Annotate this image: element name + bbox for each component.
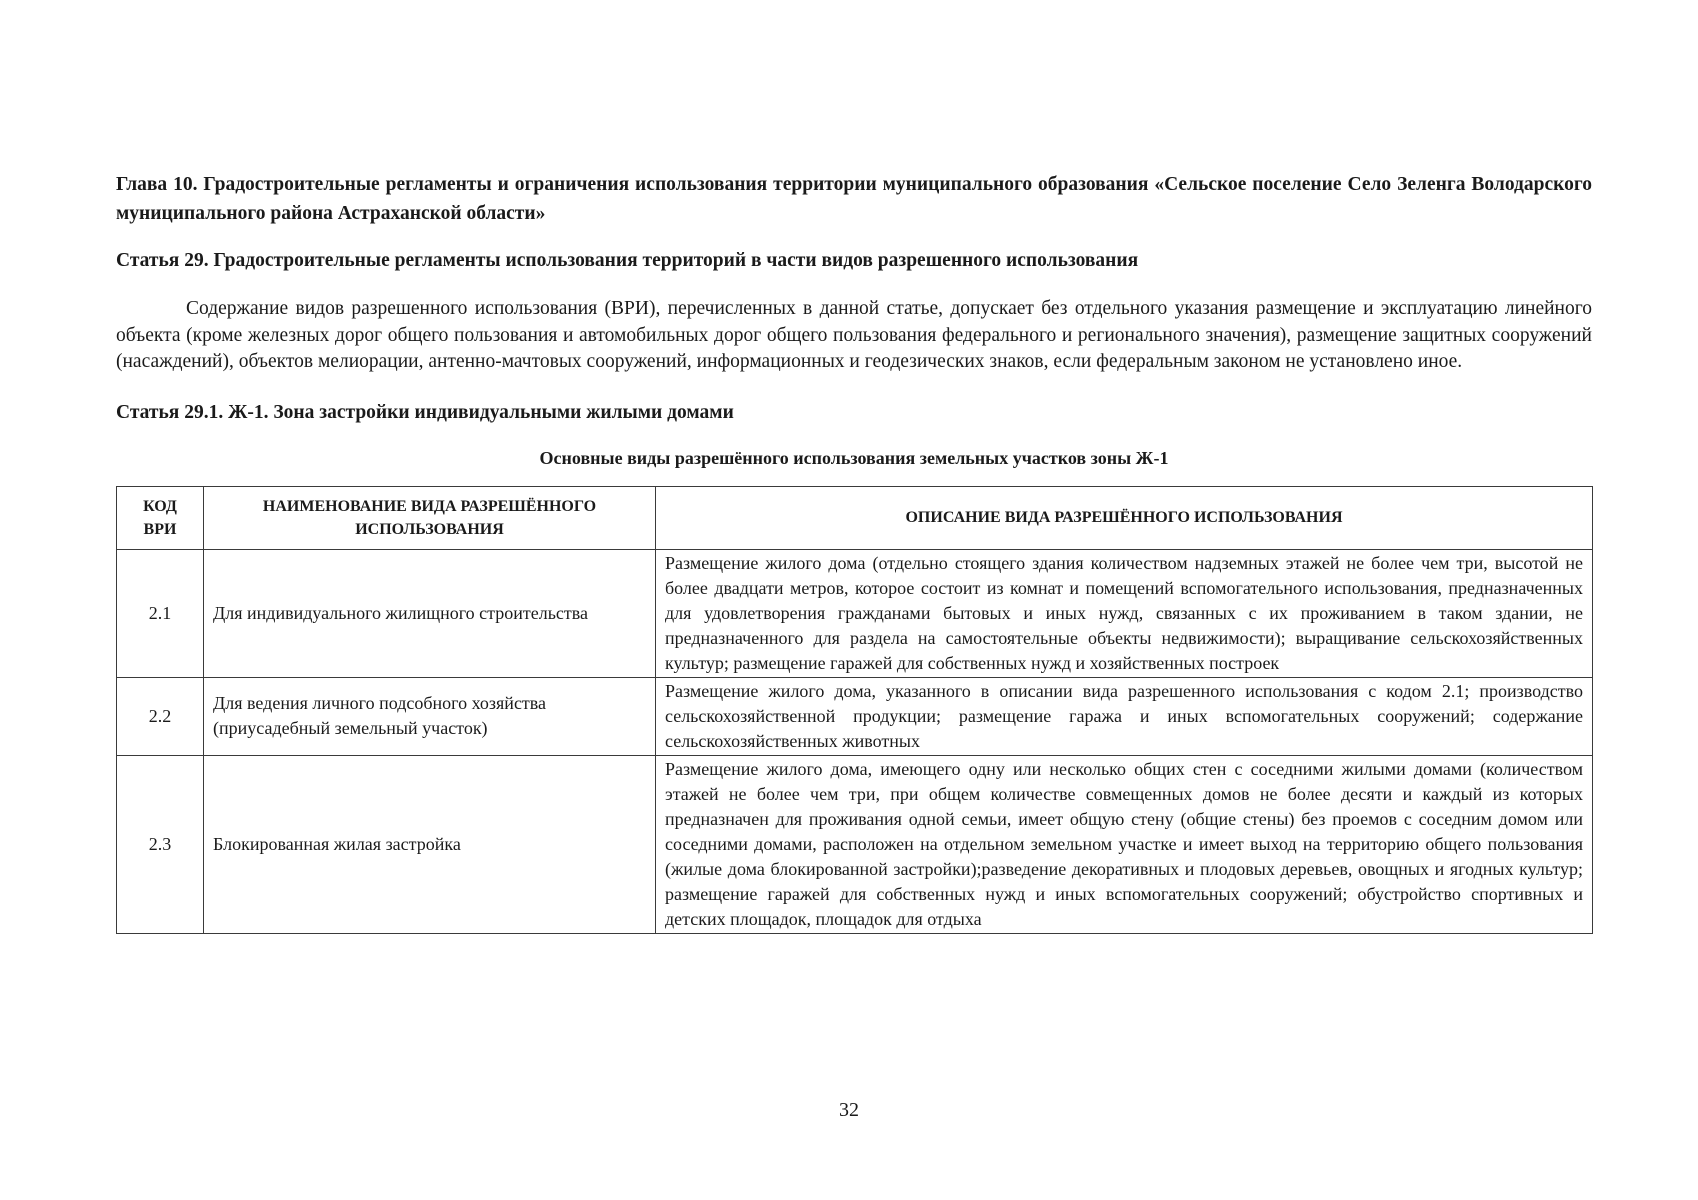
table-row [117,677,1593,755]
document-page [116,170,1592,934]
header-code: КОД ВРИ [117,486,204,549]
row-code: 2.1 [117,549,204,677]
row-name: Для ведения личного подсобного хозяйства (приусадебный земельный участок) [204,677,656,755]
row-name: Блокированная жилая застройка [204,755,656,933]
table-header-row [117,486,1593,549]
subarticle-heading: Статья 29.1. Ж-1. Зона застройки индивидуальными жилыми домами [116,401,734,423]
row-description: Размещение жилого дома, имеющего одну или несколько общих стен с соседними жилыми домами (количеством этажей не более чем три, при общем количестве совмещенных домов не более десяти и каждый из которых предназначен для проживания одной семьи, имеет общую стену (общие стены) без проемов с соседним домом или соседними домами, расположен на отдельном земельном участке и имеет выход на территорию общего пользования (жилые дома блокированной застройки);разведение декоративных и плодовых деревьев, овощных и ягодных культур; размещение гаражей для собственных нужд и иных вспомогательных сооружений; обустройство спортивных и детских площадок, площадок для отдыха [656,755,1593,933]
article-heading: Статья 29. Градостроительные регламенты использования территорий в части видов разрешенного использования [116,250,1139,271]
chapter-heading: Глава 10. Градостроительные регламенты и ограничения использования территории муниципального образования «Сельское поселение Село Зеленга Володарского муниципального района Астраханской области» [116,174,1592,224]
header-name: НАИМЕНОВАНИЕ ВИДА РАЗРЕШЁННОГО ИСПОЛЬЗОВАНИЯ [204,486,656,549]
page-number: 32 [839,1099,859,1121]
vri-table [116,486,1593,934]
row-code: 2.2 [117,677,204,755]
table-row [117,755,1593,933]
body-paragraph: Содержание видов разрешенного использования (ВРИ), перечисленных в данной статье, допускает без отдельного указания размещение и эксплуатацию линейного объекта (кроме железных дорог общего пользования и автомобильных дорог общего пользования федерального и регионального значения), размещение защитных сооружений (насаждений), объектов мелиорации, антенно-мачтовых сооружений, информационных и геодезических знаков, если федеральным законом не установлено иное. [116,298,1592,372]
table-caption: Основные виды разрешённого использования земельных участков зоны Ж-1 [539,447,1169,468]
row-name: Для индивидуального жилищного строительства [204,549,656,677]
table-row [117,549,1593,677]
header-description: ОПИСАНИЕ ВИДА РАЗРЕШЁННОГО ИСПОЛЬЗОВАНИЯ [656,486,1593,549]
row-description: Размещение жилого дома, указанного в описании вида разрешенного использования с кодом 2.1; производство сельскохозяйственной продукции; размещение гаража и иных вспомогательных сооружений; содержание сельскохозяйственных животных [656,677,1593,755]
row-description: Размещение жилого дома (отдельно стоящего здания количеством надземных этажей не более чем три, высотой не более двадцати метров, которое состоит из комнат и помещений вспомогательного использования, предназначенных для удовлетворения гражданами бытовых и иных нужд, связанных с их проживанием в таком здании, не предназначенного для раздела на самостоятельные объекты недвижимости); выращивание сельскохозяйственных культур; размещение гаражей для собственных нужд и хозяйственных построек [656,549,1593,677]
row-code: 2.3 [117,755,204,933]
